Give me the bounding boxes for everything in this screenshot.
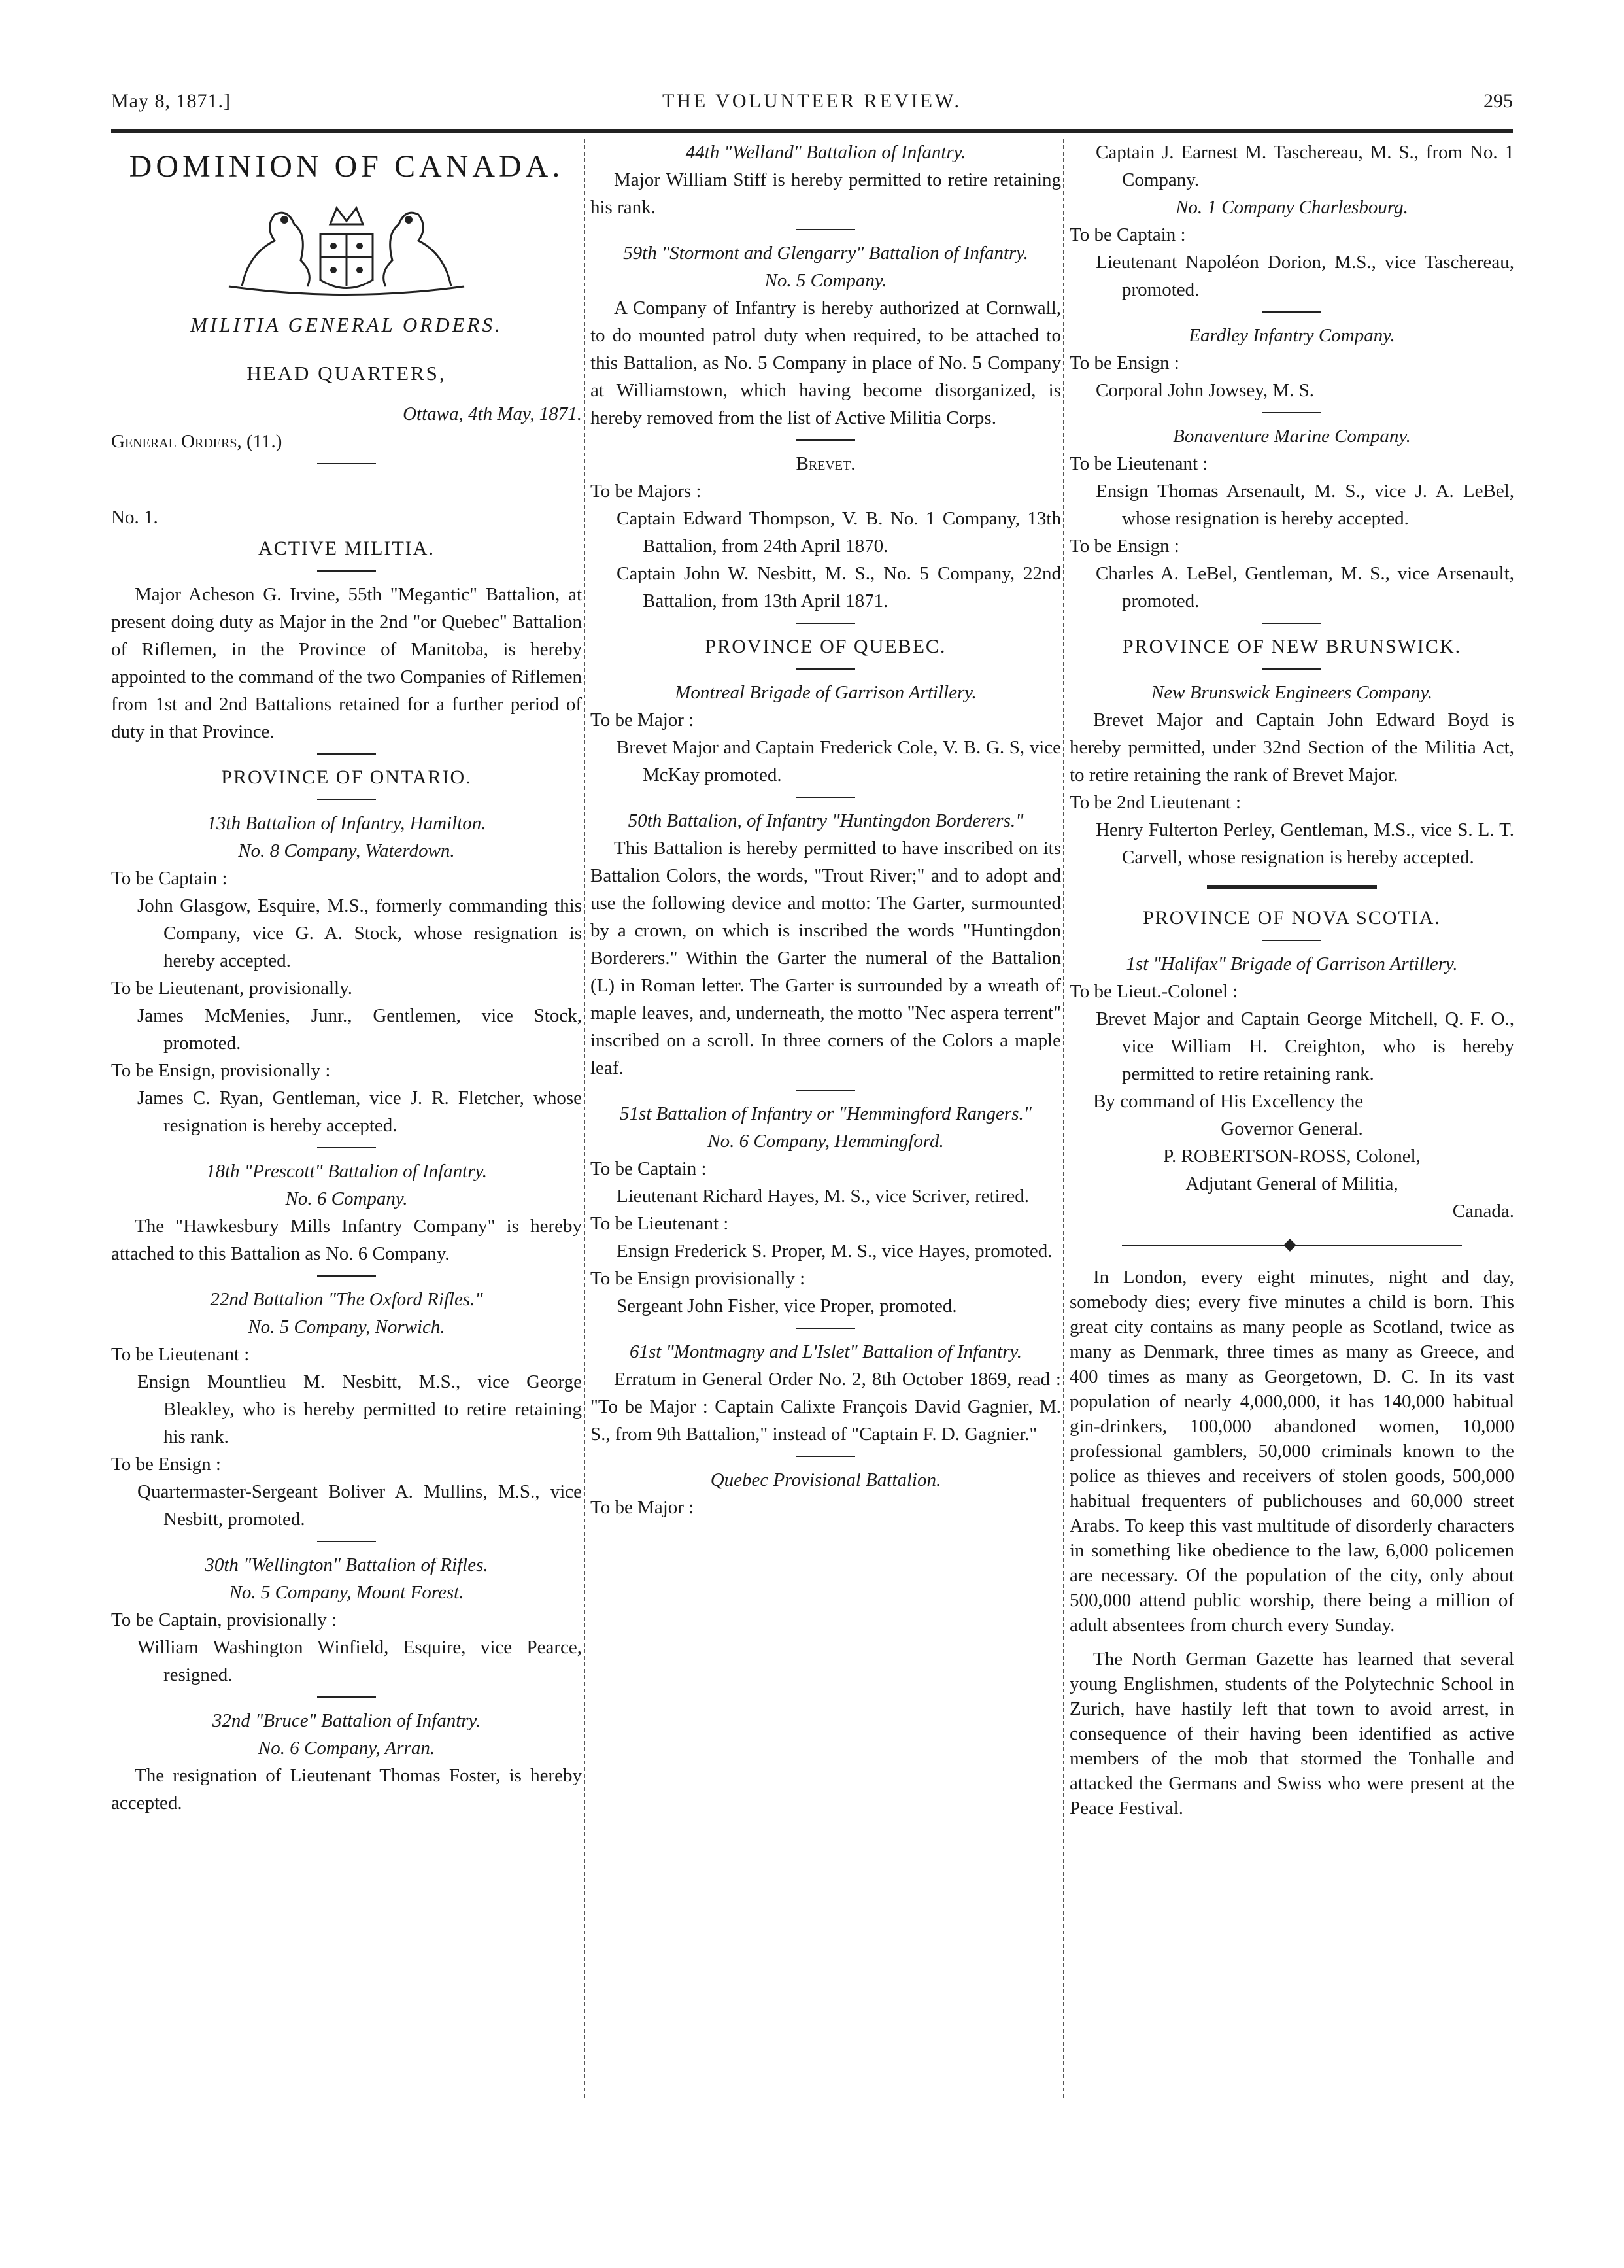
news-item: In London, every eight minutes, night and day, somebody dies; every five minutes a child is born. This great city contains as many people as Scotland, twice as many as Denmark, three times as many as Greece, and 400 times as many as Georgetown, D. C. In its vast population of nearly 4,000,000, it has 140,000 habitual gin-drinkers, 100,000 abandoned women, 10,000 professional gamblers, 50,000 criminals known to the police as thieves and receivers of stolen goods, 500,000 habitual frequenters of publichouses and 60,000 street Arabs. To keep this vast multitude of disorderly characters in something like obedience to the law, 6,000 policemen are necessary. Of the population of the city, only about 500,000 attend public worship, there being a million of adult absentees from church every Sunday. (1070, 1267, 1514, 1636)
column-divider (1063, 139, 1064, 2098)
company-heading: Bonaventure Marine Company. (1173, 426, 1411, 447)
company-heading: No. 6 Company. (285, 1188, 408, 1209)
separator (796, 668, 855, 670)
appointment-entry: Lieutenant Richard Hayes, M. S., vice Scriver, retired. (617, 1186, 1029, 1207)
dateline: Ottawa, 4th May, 1871. (403, 404, 582, 424)
appointment-entry: Charles A. LeBel, Gentleman, M. S., vice Arsenault, promoted. (1096, 563, 1514, 611)
appointment-entry: Henry Fulterton Perley, Gentleman, M.S., vice S. L. T. Carvell, whose resignation is hereby accepted. (1096, 819, 1514, 868)
appointment-label: To be Majors : (590, 481, 702, 502)
news-item: The North German Gazette has learned that several young Englishmen, students of the Polytechnic School in Zurich, have hastily left that town to avoid arrest, in consequence of their having been identified as active members of the mob that stormed the Tonhalle and attacked the Germans and Swiss who were present at the Peace Festival. (1070, 1649, 1514, 1819)
publication-title: THE VOLUNTEER REVIEW. (662, 90, 962, 112)
appointment-label: To be Lieutenant, provisionally. (111, 978, 352, 999)
appointment-entry: Corporal John Jowsey, M. S. (1096, 380, 1315, 401)
appointment-entry: Captain John W. Nesbitt, M. S., No. 5 Company, 22nd Battalion, from 13th April 1871. (617, 563, 1061, 611)
company-heading: No. 5 Company. (764, 270, 887, 291)
separator (317, 1541, 376, 1542)
separator (796, 229, 855, 230)
appointment-entry: John Glasgow, Esquire, M.S., formerly commanding this Company, vice G. A. Stock, whose resignation is hereby accepted. (137, 895, 582, 971)
appointment-label: To be Captain : (1070, 224, 1186, 245)
paragraph: A Company of Infantry is hereby authorized at Cornwall, to do mounted patrol duty when required, to be attached to this Battalion, as No. 5 Company in place of No. 5 Company at Williamstown, which having become disorganized, is hereby removed from the list of Active Militia Corps. (590, 298, 1061, 428)
appointment-label: To be Ensign, provisionally : (111, 1060, 331, 1081)
column-right (1070, 139, 1514, 2137)
unit-heading: 32nd "Bruce" Battalion of Infantry. (212, 1710, 481, 1731)
company-heading: No. 5 Company, Norwich. (248, 1316, 445, 1337)
separator (1262, 668, 1321, 670)
separator (317, 1696, 376, 1698)
appointment-entry: Ensign Thomas Arsenault, M. S., vice J. A. LeBel, whose resignation is hereby accepted. (1096, 481, 1514, 529)
coat-of-arms-icon (203, 188, 490, 300)
orders-title: MILITIA GENERAL ORDERS. (190, 313, 503, 336)
separator (317, 753, 376, 755)
column-divider (584, 139, 585, 2098)
appointment-entry: Captain Edward Thompson, V. B. No. 1 Company, 13th Battalion, from 24th April 1870. (617, 508, 1061, 557)
province-heading: PROVINCE OF ONTARIO. (221, 766, 472, 788)
paragraph: Brevet Major and Captain John Edward Boyd is hereby permitted, under 32nd Section of the Militia Act, to retire retaining the rank of Brevet Major. (1070, 710, 1514, 785)
company-heading: Eardley Infantry Company. (1189, 325, 1395, 346)
separator (1262, 311, 1321, 313)
paragraph: Major Acheson G. Irvine, 55th "Megantic" Battalion, at present doing duty as Major in the 2nd "or Quebec" Battalion of Riflemen, in the Province of Manitoba, is hereby appointed to the command of the two Companies of Riflemen from 1st and 2nd Battalions retained for a further period of duty in that Province. (111, 584, 582, 742)
appointment-label: To be Ensign : (111, 1454, 221, 1475)
running-head (111, 90, 1513, 129)
province-heading: PROVINCE OF NOVA SCOTIA. (1143, 907, 1441, 929)
headquarters: HEAD QUARTERS, (246, 362, 447, 385)
unit-heading: 50th Battalion, of Infantry "Huntingdon Borderers." (628, 810, 1024, 831)
appointment-entry: James C. Ryan, Gentleman, vice J. R. Fletcher, whose resignation is hereby accepted. (137, 1088, 582, 1136)
appointment-label: To be 2nd Lieutenant : (1070, 792, 1242, 813)
separator (317, 570, 376, 572)
unit-heading: 51st Battalion of Infantry or "Hemmingford Rangers." (620, 1103, 1032, 1124)
company-heading: No. 6 Company, Hemmingford. (707, 1131, 944, 1152)
appointment-label: To be Ensign : (1070, 352, 1179, 373)
separator (317, 463, 376, 464)
section-heading: Brevet. (796, 453, 856, 474)
unit-heading: 18th "Prescott" Battalion of Infantry. (205, 1161, 488, 1182)
paragraph: Major William Stiff is hereby permitted to retire retaining his rank. (590, 169, 1061, 218)
appointment-entry: Sergeant John Fisher, vice Proper, promoted. (617, 1296, 957, 1316)
command-line: Governor General. (1221, 1118, 1363, 1139)
separator (317, 1147, 376, 1148)
separator (317, 1275, 376, 1277)
appointment-entry: Quartermaster-Sergeant Boliver A. Mullins, M.S., vice Nesbitt, promoted. (137, 1481, 582, 1530)
appointment-label: To be Lieutenant : (111, 1344, 250, 1365)
appointment-label: To be Captain : (590, 1158, 707, 1179)
appointment-entry: Ensign Frederick S. Proper, M. S., vice Hayes, promoted. (617, 1241, 1053, 1262)
appointment-label: To be Lieutenant : (1070, 453, 1208, 474)
paragraph: Erratum in General Order No. 2, 8th October 1869, read : "To be Major : Captain Calixte François David Gagnier, M. S., from 9th Battalion," instead of "Captain F. D. Gagnier." (590, 1369, 1061, 1445)
header-rule (111, 129, 1513, 133)
paragraph: The resignation of Lieutenant Thomas Foster, is hereby accepted. (111, 1765, 582, 1813)
separator (1262, 412, 1321, 413)
separator (1262, 940, 1321, 941)
appointment-entry: William Washington Winfield, Esquire, vice Pearce, resigned. (137, 1637, 582, 1685)
unit-heading: 61st "Montmagny and L'Islet" Battalion of Infantry. (629, 1341, 1023, 1362)
section-heading: ACTIVE MILITIA. (258, 538, 435, 559)
appointment-entry: Brevet Major and Captain George Mitchell, Q. F. O., vice William H. Creighton, who is hereby permitted to retire retaining rank. (1096, 1008, 1514, 1084)
separator (796, 1328, 855, 1329)
separator (796, 623, 855, 624)
appointment-label: To be Captain : (111, 868, 228, 889)
company-heading: No. 1 Company Charlesbourg. (1176, 197, 1408, 218)
general-orders-number: General Orders, (11.) (111, 431, 282, 452)
column-middle (590, 139, 1061, 2137)
unit-heading: 59th "Stormont and Glengarry" Battalion of Infantry. (623, 243, 1028, 264)
issue-date: May 8, 1871.] (111, 90, 231, 112)
signature-place: Canada. (1452, 1201, 1514, 1222)
command-line: By command of His Excellency the (1093, 1091, 1364, 1112)
appointment-entry: Brevet Major and Captain Frederick Cole, V. B. G. S, vice McKay promoted. (617, 737, 1061, 785)
separator (317, 799, 376, 800)
unit-heading: New Brunswick Engineers Company. (1151, 682, 1433, 703)
separator (796, 797, 855, 798)
separator (796, 439, 855, 441)
appointment-label: To be Lieut.-Colonel : (1070, 981, 1238, 1002)
paragraph: The "Hawkesbury Mills Infantry Company" is hereby attached to this Battalion as No. 6 Company. (111, 1216, 582, 1264)
unit-heading: 30th "Wellington" Battalion of Rifles. (205, 1555, 488, 1575)
company-heading: No. 6 Company, Arran. (258, 1738, 435, 1759)
page-number: 295 (1483, 90, 1513, 112)
province-heading: PROVINCE OF NEW BRUNSWICK. (1122, 636, 1462, 657)
appointment-label: To be Lieutenant : (590, 1213, 729, 1234)
separator (1207, 885, 1377, 889)
appointment-entry: James McMenies, Junr., Gentlemen, vice Stock, promoted. (137, 1005, 582, 1054)
ornamental-rule (1122, 1245, 1462, 1246)
unit-heading: Quebec Provisional Battalion. (710, 1469, 941, 1490)
company-heading: No. 8 Company, Waterdown. (238, 840, 455, 861)
appointment-label: To be Major : (590, 1497, 694, 1518)
appointment-label: To be Ensign provisionally : (590, 1268, 805, 1289)
unit-heading: 44th "Welland" Battalion of Infantry. (685, 142, 966, 163)
separator (1262, 623, 1321, 624)
unit-heading: 13th Battalion of Infantry, Hamilton. (207, 813, 486, 834)
province-heading: PROVINCE OF QUEBEC. (705, 636, 947, 657)
signature-name: P. ROBERTSON-ROSS, Colonel, (1163, 1146, 1421, 1167)
unit-heading: 22nd Battalion "The Oxford Rifles." (210, 1289, 483, 1310)
appointment-entry: Ensign Mountlieu M. Nesbitt, M.S., vice George Bleakley, who is hereby permitted to retire retaining his rank. (137, 1371, 582, 1447)
company-heading: No. 5 Company, Mount Forest. (229, 1582, 464, 1603)
order-number: No. 1. (111, 507, 158, 528)
separator (796, 1090, 855, 1091)
unit-heading: Montreal Brigade of Garrison Artillery. (675, 682, 977, 703)
appointment-label: To be Major : (590, 710, 694, 730)
masthead: DOMINION OF CANADA. (129, 149, 564, 184)
column-left (111, 139, 582, 2137)
paragraph: This Battalion is hereby permitted to have inscribed on its Battalion Colors, the words, "Trout River;" and to adopt and use the following device and motto: The Garter, surmounted by a crown, on which is inscribed the words "Huntingdon Borderers." Within the Garter the numeral of the Battalion (L) in Roman letter. The Garter is surrounded by a wreath of maple leaves, and, underneath, the motto "Nec aspera terrent" inscribed on a scroll. In three corners of the Colors a maple leaf. (590, 838, 1061, 1078)
appointment-label: To be Ensign : (1070, 536, 1179, 557)
unit-heading: 1st "Halifax" Brigade of Garrison Artillery. (1126, 954, 1458, 974)
signature-title: Adjutant General of Militia, (1185, 1173, 1398, 1194)
separator (796, 1456, 855, 1457)
appointment-entry: Lieutenant Napoléon Dorion, M.S., vice Taschereau, promoted. (1096, 252, 1514, 300)
appointment-label: To be Captain, provisionally : (111, 1609, 337, 1630)
appointment-entry: Captain J. Earnest M. Taschereau, M. S., from No. 1 Company. (1096, 142, 1514, 190)
